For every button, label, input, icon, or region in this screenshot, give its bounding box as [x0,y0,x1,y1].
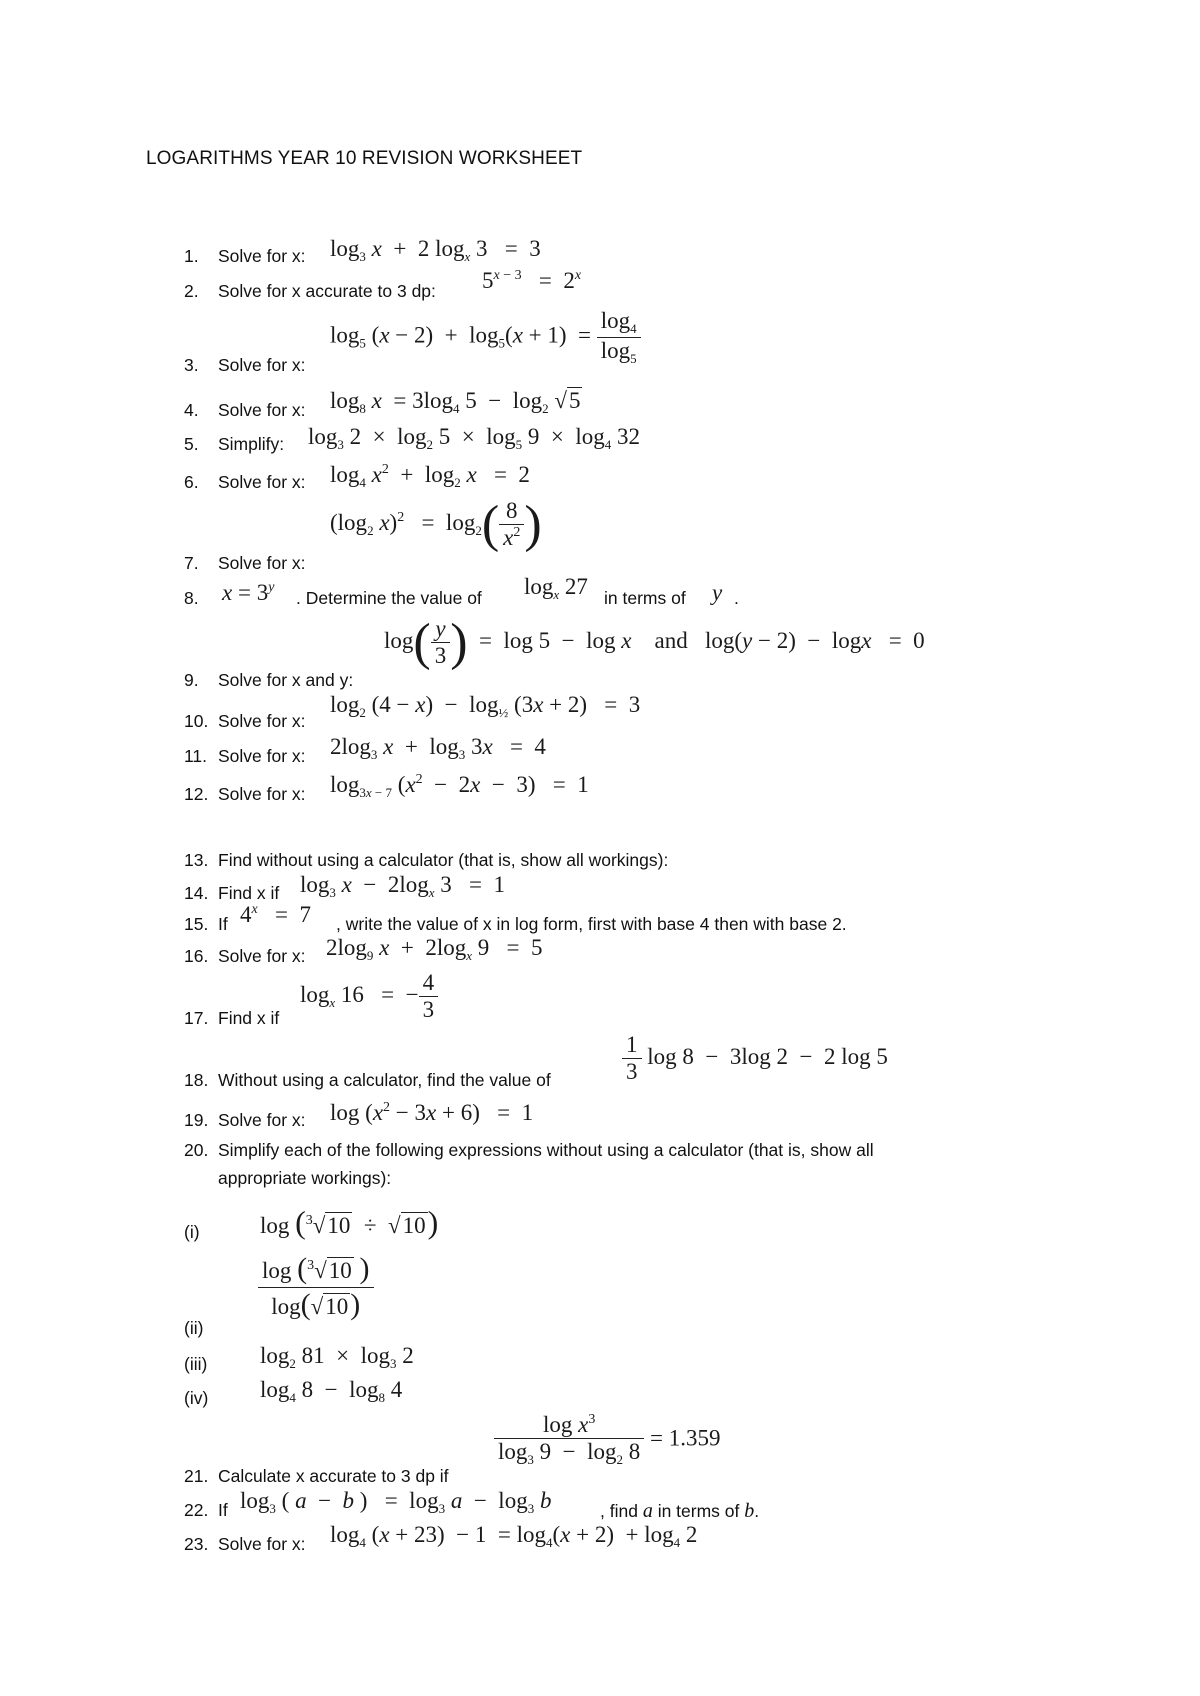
subpart-ii: (ii) [184,1318,204,1338]
question-10: 10. Solve for x: [184,711,306,731]
equation-11: $2\log_3$ $x + \log_3 3x = 4$ [330,734,546,762]
equation-7: ($\log_2$ $x)^2 = \log_2$( $\frac{8}{x^2}$ ) [330,495,542,553]
equation-3: $\log_5 (x - 2) + \log_5(x + 1)$ = $\frac{\log_4}{\log_5}$ [330,308,641,367]
equation-9: log( $\frac{y}{3}$ ) = log 5 − log x and log(y − 2) − logx = 0 [384,613,925,671]
equation-21-rhs: = 1.359 [650,1425,721,1451]
question-19: 19. Solve for x: [184,1110,306,1130]
question-6: 6. Solve for x: [184,472,306,492]
equation-20-ii: $\frac{\log (^3√10 )}{\log(√10)}$ [258,1252,374,1322]
question-13: 13. Find without using a calculator (that is, show all workings): [184,850,669,870]
question-20-continued: appropriate workings): [218,1168,392,1188]
question-22: 22. If [184,1500,228,1520]
question-1: 1. Solve for x: [184,246,306,266]
equation-16: $2\log_9$ $x + 2\log_x$ 9 = 5 [326,935,543,963]
question-20: 20. Simplify each of the following expressions without using a calculator (that is, show all [184,1140,874,1160]
equation-20-iii: $\log_2 81 \times \log_3 2$ [260,1343,414,1371]
question-8-text-2: in terms of [604,588,686,608]
question-2: 2. Solve for x accurate to 3 dp: [184,281,436,301]
equation-8b: $\log_x 27$ [524,574,588,602]
equation-1: $\log_3 x + 2$ $\log_x 3 = 3$ [330,236,541,264]
question-18: 18. Without using a calculator, find the value of [184,1070,551,1090]
equation-22: $\log_3$ ( a − b ) = $\log_3 a - \log_3 b$ [240,1488,552,1516]
equation-15: 4$^x$ = 7 [240,902,311,927]
equation-12: $\log_{3x - 7} (x^2 - 2x - 3) = 1$ [330,772,589,800]
subpart-i: (i) [184,1222,200,1242]
question-15: 15. If [184,914,228,934]
question-21: 21. Calculate x accurate to 3 dp if [184,1466,449,1486]
question-8-end: . [734,588,739,608]
question-3: 3. Solve for x: [184,355,306,375]
question-17: 17. Find x if [184,1008,280,1028]
question-23: 23. Solve for x: [184,1534,306,1554]
question-14: 14. Find x if [184,883,280,903]
equation-2: $5^{x - 3} = 2^x$ [482,268,582,293]
question-11: 11. Solve for x: [184,746,306,766]
equation-4: $\log_8 x = 3\log_4$ $5 - \log_2 √5$ [330,388,581,416]
equation-19: $\log (x^2 - 3x + 6) = 1$ [330,1100,534,1125]
question-22-text: , find a in terms of b. [600,1500,760,1522]
question-8-text: . Determine the value of [296,588,482,608]
equation-23: $\log_4 (x + 23) - 1 = \log_4(x + 2) + \log_4 2$ [330,1522,698,1550]
question-15-text: , write the value of x in log form, first with base 4 then with base 2. [336,914,847,934]
equation-18: $\frac{1}{3}$ log 8 − 3log 2 − 2 log 5 [622,1032,888,1086]
question-7: 7. Solve for x: [184,553,306,573]
equation-10: $\log_2 (4 - x) - \log_{\frac{1}{2}} (3x + 2) = 3$ [330,692,641,720]
question-8: 8. [184,588,199,608]
equation-8a: $x = 3^y$ [222,580,275,605]
question-16: 16. Solve for x: [184,946,306,966]
question-4: 4. Solve for x: [184,400,306,420]
equation-17: $\log_x 16$ = − $\frac{4}{3}$ [300,970,438,1024]
worksheet-title: LOGARITHMS YEAR 10 REVISION WORKSHEET [146,148,583,169]
equation-6: $\log_4 x^2 + \log_2 x = 2$ [330,462,530,490]
equation-8c: y [712,580,723,605]
question-9: 9. Solve for x and y: [184,670,354,690]
equation-21: $\frac{\log x^3}{\log_3 9 - \log_2 8}$ = 1.359 [494,1412,721,1468]
equation-14: $\log_3 x - 2\log_x$ 3 = 1 [300,872,505,900]
equation-5: $\log_3 2 \times \log_2 5 \times \log_5 9 \times \log_4 32$ [308,424,641,452]
equation-20-i: log ($^3$√10 ÷ √10) [260,1204,439,1240]
question-5: 5. Simplify: [184,434,285,454]
subpart-iv: (iv) [184,1388,209,1408]
question-12: 12. Solve for x: [184,784,306,804]
equation-20-iv: $\log_4 8 - \log_8 4$ [260,1377,403,1405]
subpart-iii: (iii) [184,1354,208,1374]
